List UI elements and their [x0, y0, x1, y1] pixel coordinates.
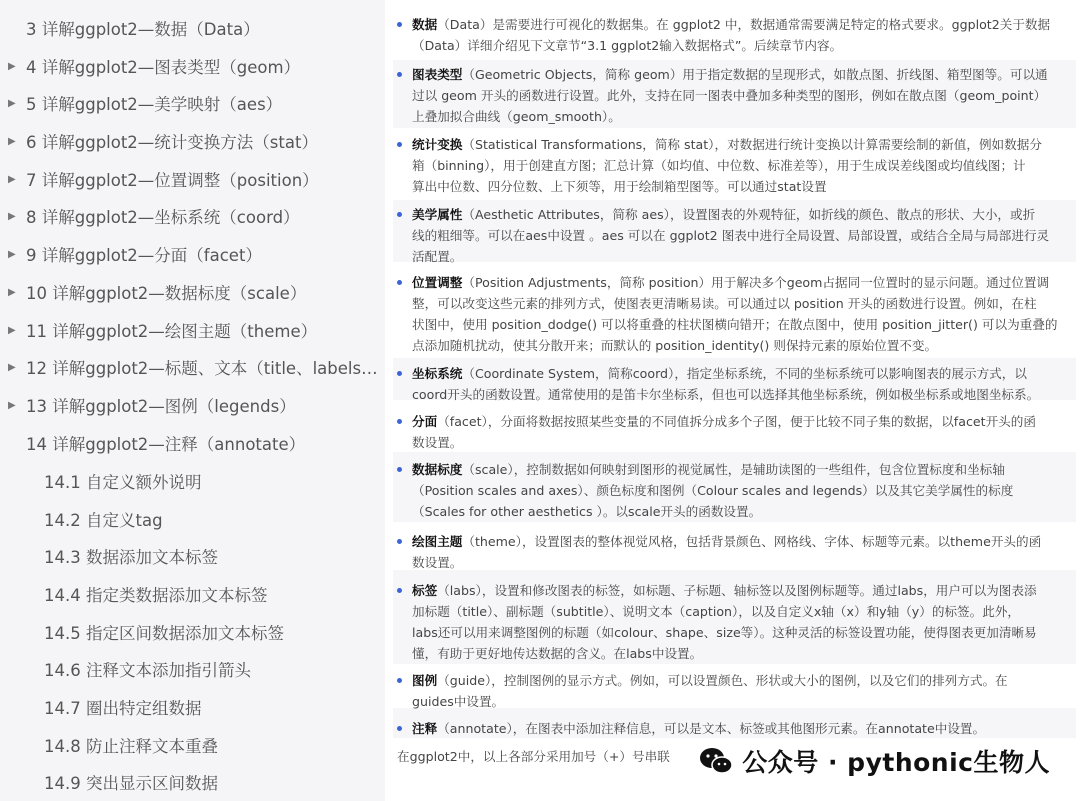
bullet-dot-icon	[397, 539, 402, 544]
bullet-line	[412, 531, 1072, 552]
bullet-line-text: 上叠加拟合曲线（geom_smooth）。	[412, 109, 621, 124]
bullet-text	[412, 531, 1072, 573]
bullet-term: 坐标系统	[412, 366, 463, 381]
toc-item-label: 11 详解ggplot2—绘图主题（theme）	[26, 322, 318, 341]
bullet-dot-icon	[397, 419, 402, 424]
bullet-line	[412, 225, 1072, 246]
bullet-term: 图表类型	[412, 67, 463, 82]
bullet-text	[412, 272, 1072, 356]
content-bullet	[397, 14, 1072, 56]
bullet-dot-icon	[397, 588, 402, 593]
toc-subitem[interactable]	[44, 466, 374, 496]
bullet-line-text: （scale），控制数据如何映射到图形的视觉属性，是辅助读图的一些组件，包含位置标度和坐标轴	[462, 462, 1005, 477]
bullet-line	[412, 643, 1072, 664]
content-bullet	[397, 363, 1072, 405]
bullet-line	[412, 552, 1072, 573]
toc-item-label: 9 详解ggplot2—分面（facet）	[26, 246, 262, 265]
bullet-dot-icon	[397, 726, 402, 731]
toc-item-label: 12 详解ggplot2—标题、文本（title、labels…	[26, 359, 378, 378]
bullet-line	[412, 14, 1072, 35]
bullet-line-text: 箱（binning），用于创建直方图；汇总计算（如均值、中位数、标准差等），用于生成误差线图或均值线图；计	[412, 158, 1026, 173]
expand-arrow-icon[interactable]: ▶	[8, 97, 16, 109]
content-bullet	[397, 580, 1072, 664]
toc-item[interactable]	[8, 51, 383, 81]
toc-subitem[interactable]	[44, 654, 374, 684]
toc-subitem-label: 14.4 指定类数据添加文本标签	[44, 586, 268, 605]
bullet-line-text: 状图中，使用 position_dodge() 可以将重叠的柱状图横向错开；在散点图中，使用 position_jitter() 可以为重叠的	[412, 317, 1058, 332]
toc-item[interactable]	[8, 126, 383, 156]
toc-item-label: 8 详解ggplot2—坐标系统（coord）	[26, 208, 300, 227]
bullet-line-text: 线的粗细等。可以在aes中设置 。aes 可以在 ggplot2 图表中进行全局设置、局部设置，或结合全局与局部进行灵	[412, 228, 1050, 243]
bullet-line-text: labs还可以用来调整图例的标题（如colour、shape、size等）。这种灵活的标签设置功能，使得图表更加清晰易	[412, 625, 1037, 640]
bullet-line-text: coord开头的函数设置。通常使用的是笛卡尔坐标系，但也可以选择其他坐标系统，例如极坐标系或地图坐标系。	[412, 387, 1040, 402]
toc-subitem-label: 14.9 突出显示区间数据	[44, 774, 218, 793]
toc-subitem[interactable]	[44, 541, 374, 571]
bullet-line	[412, 134, 1072, 155]
bullet-line-text: 点添加随机扰动，使其分散开来；而默认的 position_identity() 则保持元素的原始位置不变。	[412, 338, 938, 353]
bullet-term: 图例	[412, 673, 438, 688]
toc-subitem-label: 14.2 自定义tag	[44, 511, 163, 530]
bullet-term: 数据	[412, 17, 438, 32]
toc-item-label: 5 详解ggplot2—美学映射（aes）	[26, 95, 283, 114]
bullet-line-text: 算出中位数、四分位数、上下须等，用于绘制箱型图等。可以通过stat设置	[412, 179, 827, 194]
toc-item[interactable]	[8, 352, 383, 382]
bullet-line	[412, 314, 1072, 335]
bullet-term: 位置调整	[412, 275, 463, 290]
toc-subitem-label: 14.7 圈出特定组数据	[44, 699, 202, 718]
toc-subitem[interactable]	[44, 767, 374, 797]
toc-item[interactable]	[8, 315, 383, 345]
content-bullet	[397, 64, 1072, 127]
toc-item-label: 7 详解ggplot2—位置调整（position）	[26, 171, 319, 190]
bullet-line	[412, 670, 1072, 691]
bullet-term: 美学属性	[412, 207, 463, 222]
expand-arrow-icon[interactable]: ▶	[8, 60, 16, 72]
toc-item[interactable]	[8, 239, 383, 269]
bullet-text	[412, 363, 1072, 405]
bullet-line	[412, 580, 1072, 601]
bullet-line	[412, 272, 1072, 293]
bullet-line-text: 加标题（title）、副标题（subtitle）、说明文本（caption），以及自定义x轴（x）和y轴（y）的标签。此外，	[412, 604, 1021, 619]
toc-item[interactable]	[8, 201, 383, 231]
watermark	[698, 743, 1050, 779]
bullet-text	[412, 670, 1072, 712]
article-content	[385, 0, 1080, 801]
toc-item[interactable]	[8, 88, 383, 118]
watermark-text: 公众号 · pythonic生物人	[742, 748, 1050, 777]
content-bullet	[397, 531, 1072, 573]
bullet-line-text: （theme），设置图表的整体视觉风格，包括背景颜色、网格线、字体、标题等元素。以theme开头的函	[462, 534, 1042, 549]
bullet-line-text: （annotate），在图表中添加注释信息，可以是文本、标签或其他图形元素。在annotate中设置。	[437, 721, 986, 736]
bullet-line-text: （labs），设置和修改图表的标签，如标题、子标题、轴标签以及图例标题等。通过labs，用户可以为图表添	[437, 583, 1037, 598]
bullet-dot-icon	[397, 212, 402, 217]
bullet-line	[412, 480, 1072, 501]
toc-item[interactable]	[8, 428, 383, 458]
bullet-dot-icon	[397, 467, 402, 472]
bullet-dot-icon	[397, 678, 402, 683]
bullet-line-text: （Scales for other aesthetics ）。以scale开头的函数设置。	[412, 504, 762, 519]
toc-subitem[interactable]	[44, 617, 374, 647]
toc-item-label: 6 详解ggplot2—统计变换方法（stat）	[26, 133, 318, 152]
toc-subitem[interactable]	[44, 579, 374, 609]
bullet-text	[412, 580, 1072, 664]
footer-line: 在ggplot2中，以上各部分采用加号（+）号串联	[397, 749, 670, 764]
bullet-line-text: （Coordinate System，简称coord），指定坐标系统，不同的坐标系统可以影响图表的展示方式，以	[462, 366, 1027, 381]
expand-arrow-icon[interactable]: ▶	[8, 286, 16, 298]
bullet-dot-icon	[397, 371, 402, 376]
toc-subitem[interactable]	[44, 692, 374, 722]
bullet-line-text: guides中设置。	[412, 694, 505, 709]
bullet-text	[412, 134, 1072, 197]
toc-subitem-label: 14.6 注释文本添加指引箭头	[44, 661, 251, 680]
bullet-line-text: （Aesthetic Attributes，简称 aes），设置图表的外观特征，如折线的颜色、散点的形状、大小，或折	[462, 207, 1036, 222]
toc-subitem-label: 14.1 自定义额外说明	[44, 473, 202, 492]
toc-subitem[interactable]	[44, 504, 374, 534]
content-bullet	[397, 411, 1072, 453]
bullet-line-text: （Data）详细介绍见下文章节“3.1 ggplot2输入数据格式”。后续章节内容。	[412, 38, 843, 53]
toc-subitem-label: 14.3 数据添加文本标签	[44, 548, 218, 567]
bullet-line	[412, 204, 1072, 225]
wechat-icon	[698, 746, 734, 776]
bullet-dot-icon	[397, 72, 402, 77]
bullet-text	[412, 718, 1072, 739]
bullet-text	[412, 14, 1072, 56]
bullet-dot-icon	[397, 142, 402, 147]
expand-arrow-icon[interactable]: ▶	[8, 210, 16, 222]
bullet-line-text: 整，可以改变这些元素的排列方式，使图表更清晰易读。可以通过以 position 开头的函数进行设置。例如，在柱	[412, 296, 1037, 311]
bullet-line	[412, 155, 1072, 176]
bullet-line-text: （Geometric Objects，简称 geom）用于指定数据的呈现形式，如散点图、折线图、箱型图等。可以通	[462, 67, 1048, 82]
bullet-line-text: 活配置。	[412, 249, 463, 264]
toc-item-label: 14 详解ggplot2—注释（annotate）	[26, 435, 306, 454]
bullet-term: 分面	[412, 414, 438, 429]
expand-arrow-icon[interactable]: ▶	[8, 361, 16, 373]
bullet-term: 统计变换	[412, 137, 463, 152]
bullet-line	[412, 432, 1072, 453]
bullet-line	[412, 85, 1072, 106]
toc-sidebar	[0, 0, 385, 801]
bullet-term: 绘图主题	[412, 534, 463, 549]
toc-item-label: 3 详解ggplot2—数据（Data）	[26, 20, 260, 39]
bullet-text	[412, 64, 1072, 127]
bullet-line-text: 数设置。	[412, 435, 463, 450]
toc-subitem-label: 14.5 指定区间数据添加文本标签	[44, 624, 284, 643]
bullet-line	[412, 363, 1072, 384]
toc-item[interactable]	[8, 13, 383, 43]
bullet-term: 标签	[412, 583, 438, 598]
bullet-line-text: （facet），分面将数据按照某些变量的不同值拆分成多个子图，便于比较不同子集的数据，以facet开头的函	[437, 414, 1036, 429]
bullet-text	[412, 411, 1072, 453]
bullet-term: 注释	[412, 721, 438, 736]
content-bullet	[397, 204, 1072, 267]
bullet-line	[412, 411, 1072, 432]
toc-item[interactable]	[8, 390, 383, 420]
bullet-line	[412, 35, 1072, 56]
bullet-line-text: （Position scales and axes）、颜色标度和图例（Colour scales and legends）以及其它美学属性的标度	[412, 483, 1014, 498]
bullet-line	[412, 64, 1072, 85]
toc-subitem[interactable]	[44, 730, 374, 760]
bullet-line	[412, 335, 1072, 356]
bullet-line-text: （Position Adjustments，简称 position）用于解决多个geom占据同一位置时的显示问题。通过位置调	[462, 275, 1050, 290]
toc-item[interactable]	[8, 277, 383, 307]
content-bullet	[397, 718, 1072, 739]
bullet-line	[412, 501, 1072, 522]
bullet-line	[412, 293, 1072, 314]
bullet-line	[412, 601, 1072, 622]
bullet-line	[412, 246, 1072, 267]
content-bullet	[397, 459, 1072, 522]
bullet-line	[412, 622, 1072, 643]
bullet-line-text: （Data）是需要进行可视化的数据集。在 ggplot2 中，数据通常需要满足特定的格式要求。ggplot2关于数据	[437, 17, 1051, 32]
content-bullet	[397, 670, 1072, 712]
bullet-line	[412, 106, 1072, 127]
toc-item-label: 4 详解ggplot2—图表类型（geom）	[26, 58, 301, 77]
bullet-term: 数据标度	[412, 462, 463, 477]
bullet-dot-icon	[397, 280, 402, 285]
bullet-line	[412, 691, 1072, 712]
bullet-line	[412, 459, 1072, 480]
expand-arrow-icon[interactable]: ▶	[8, 248, 16, 260]
bullet-line-text: （guide），控制图例的显示方式。例如，可以设置颜色、形状或大小的图例，以及它们的排列方式。在	[437, 673, 1008, 688]
expand-arrow-icon[interactable]: ▶	[8, 399, 16, 411]
toc-item-label: 13 详解ggplot2—图例（legends）	[26, 397, 296, 416]
toc-item[interactable]	[8, 164, 383, 194]
bullet-line-text: 懂，有助于更好地传达数据的含义。在labs中设置。	[412, 646, 703, 661]
bullet-line-text: 过以 geom 开头的函数进行设置。此外，支持在同一图表中叠加多种类型的图形，例如在散点图（geom_point）	[412, 88, 1047, 103]
expand-arrow-icon[interactable]: ▶	[8, 324, 16, 336]
bullet-line	[412, 176, 1072, 197]
toc-subitem-label: 14.8 防止注释文本重叠	[44, 737, 218, 756]
content-bullet	[397, 272, 1072, 356]
content-bullet	[397, 134, 1072, 197]
expand-arrow-icon[interactable]: ▶	[8, 173, 16, 185]
expand-arrow-icon[interactable]: ▶	[8, 135, 16, 147]
bullet-line-text: 数设置。	[412, 555, 463, 570]
bullet-line	[412, 718, 1072, 739]
bullet-dot-icon	[397, 22, 402, 27]
bullet-text	[412, 204, 1072, 267]
bullet-text	[412, 459, 1072, 522]
toc-item-label: 10 详解ggplot2—数据标度（scale）	[26, 284, 307, 303]
bullet-line	[412, 384, 1072, 405]
bullet-line-text: （Statistical Transformations，简称 stat），对数据进行统计变换以计算需要绘制的新值，例如数据分	[462, 137, 1042, 152]
